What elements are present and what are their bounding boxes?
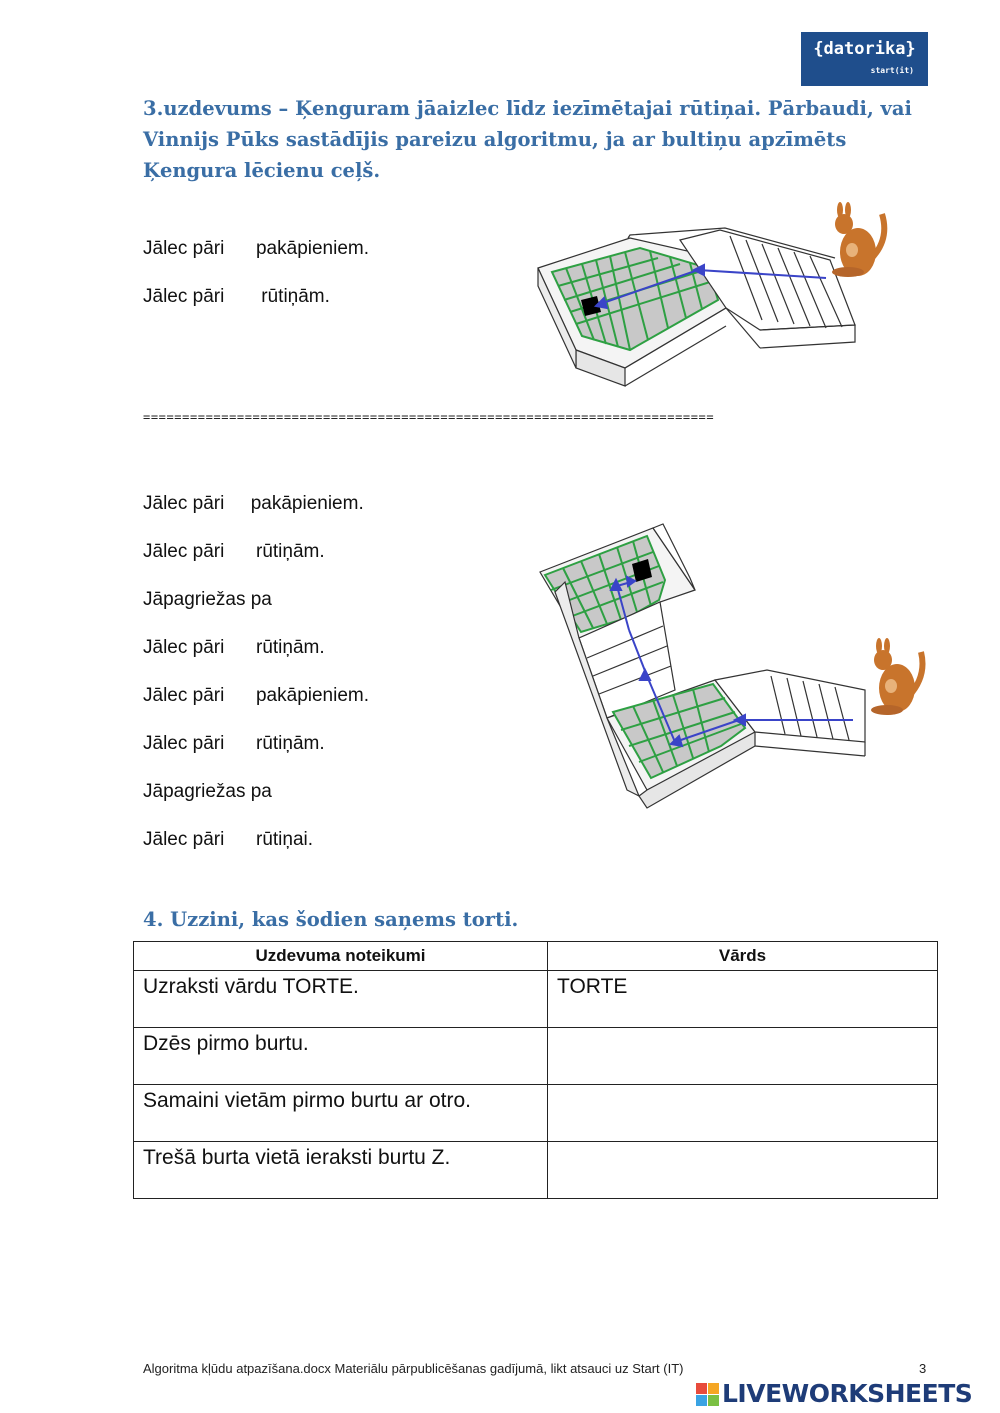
instruction-line: Jālec pāri pakāpieniem. [143,685,370,706]
word-answer-cell[interactable] [548,1142,938,1199]
instruction-line: Jālec pāri rūtiņām. [143,541,325,562]
instruction-line: Jālec pāri rūtiņām. [143,733,325,754]
page-number: 3 [919,1361,927,1376]
rule-cell: Dzēs pirmo burtu. [134,1028,548,1085]
separator-line: ========================================================================= [143,410,715,424]
table-row [134,1028,938,1085]
table-row [134,1142,938,1199]
datorika-logo [801,32,928,86]
instruction-line: Jālec pāri pakāpieniem. [143,238,370,259]
word-cell: TORTE [548,971,938,1028]
rule-cell: Trešā burta vietā ieraksti burtu Z. [134,1142,548,1199]
kangaroo-image [871,638,923,715]
watermark-text: LIVEWORKSHEETS [722,1379,973,1408]
table-row [134,971,938,1028]
instruction-line: Jālec pāri pakāpieniem. [143,493,364,514]
rule-cell: Uzraksti vārdu TORTE. [134,971,548,1028]
rules-table [133,941,938,1199]
rule-cell: Samaini vietām pirmo burtu ar otro. [134,1085,548,1142]
stairs-grid-figure-1 [530,200,900,390]
table-row [134,1085,938,1142]
column-header-rules: Uzdevuma noteikumi [134,942,548,971]
table-header-row [134,942,938,971]
instruction-line: Jālec pāri rūtiņai. [143,829,314,850]
task3-heading: 3.uzdevums – Ķenguram jāaizlec līdz iezīmētajai rūtiņai. Pārbaudi, vai Vinnijs Pūks sastādījis pareizu algoritmu, ja ar bultiņu apzīmēts Ķengura lēcienu ceļš. [143,97,912,182]
instruction-line: Jāpagriežas pa [143,781,272,802]
instruction-line: Jāpagriežas pa [143,589,272,610]
task4-heading: 4. Uzzini, kas šodien saņems torti. [143,908,519,931]
column-header-word: Vārds [548,942,938,971]
liveworksheets-icon [696,1383,720,1407]
logo-subtitle: start(it) [870,66,914,75]
instruction-line: Jālec pāri rūtiņām. [143,637,325,658]
word-answer-cell[interactable] [548,1085,938,1142]
instruction-line: Jālec pāri rūtiņām. [143,286,330,307]
word-answer-cell[interactable] [548,1028,938,1085]
kangaroo-image [832,202,884,277]
logo-title: {datorika} [813,39,916,59]
stairs-grid-figure-2 [535,520,930,815]
footer-text: Algoritma kļūdu atpazīšana.docx Materiālu pārpublicēšanas gadījumā, likt atsauci uz Start (IT) [143,1361,684,1376]
